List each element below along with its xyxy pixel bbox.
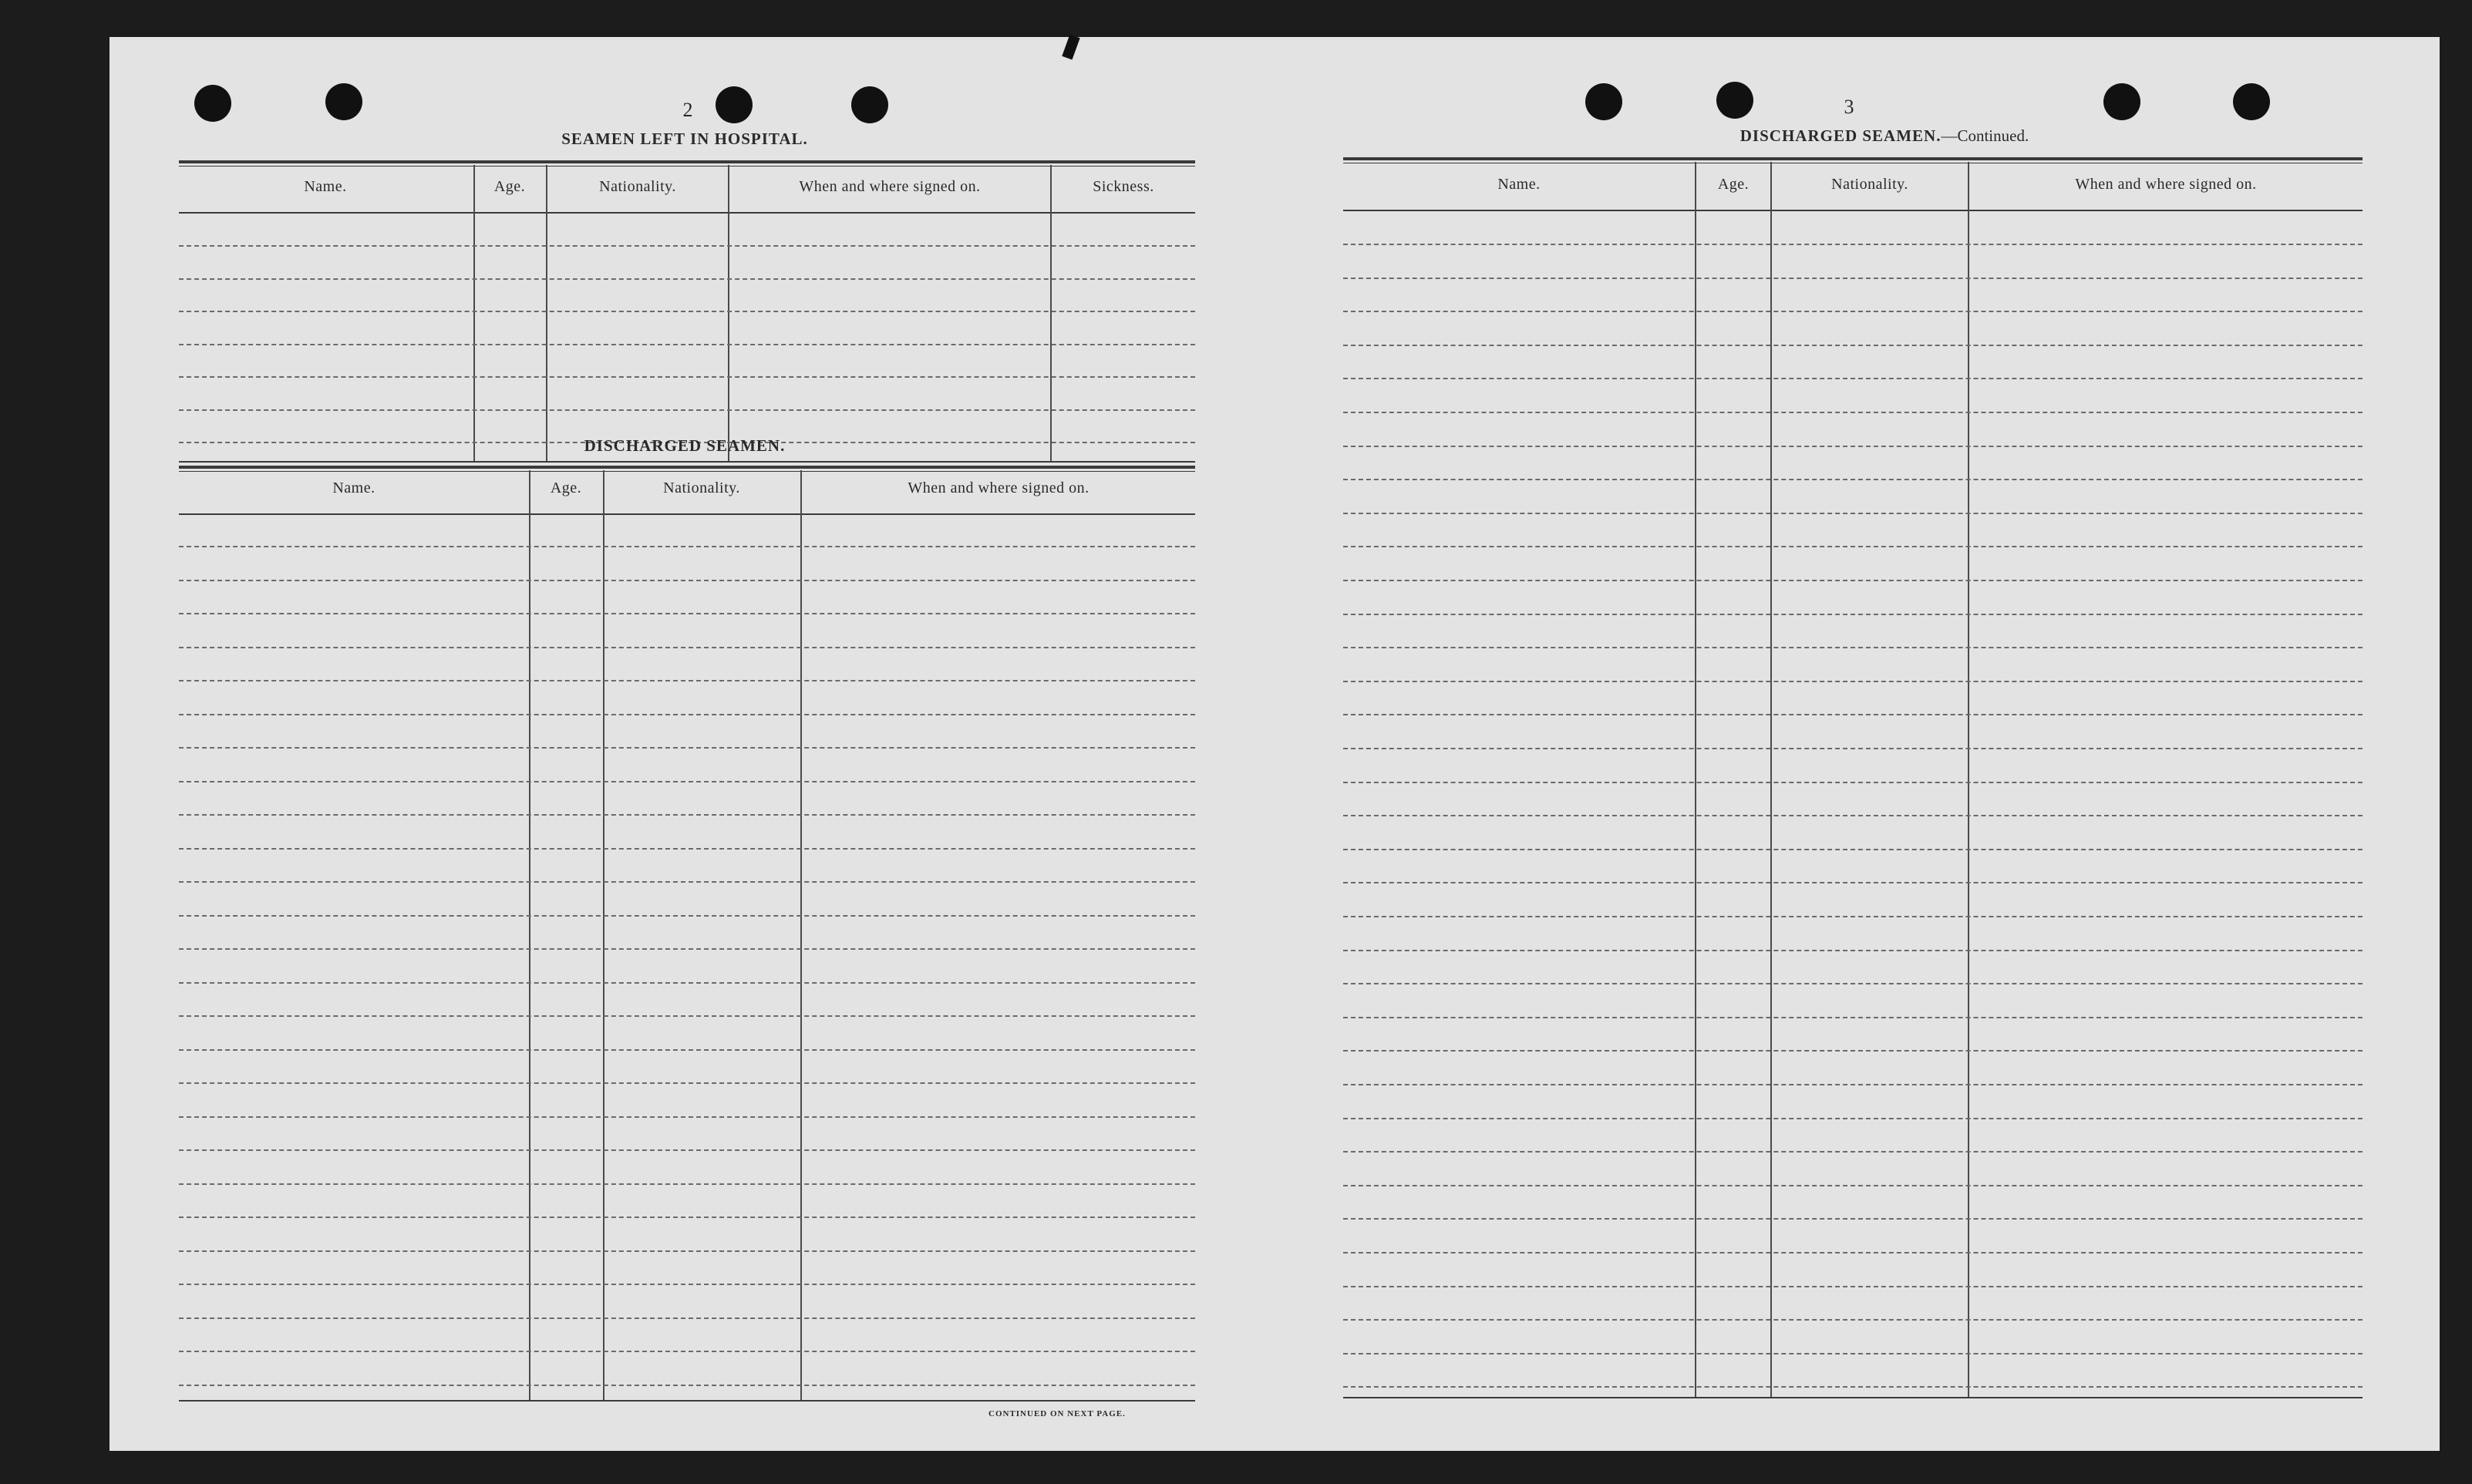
blank-entry-line	[179, 409, 1195, 411]
continued-title-main: DISCHARGED SEAMEN.	[1739, 126, 1942, 145]
blank-entry-line	[1343, 1050, 2363, 1052]
blank-entry-line	[179, 580, 1195, 581]
blank-entry-line	[1343, 681, 2363, 682]
blank-entry-line	[179, 1216, 1195, 1218]
blank-entry-line	[1343, 647, 2363, 648]
continued-header-rule	[1343, 210, 2363, 211]
blank-entry-line	[1343, 580, 2363, 581]
hospital-header-signed-on: When and where signed on.	[799, 178, 981, 195]
discharged-header-nationality: Nationality.	[663, 480, 740, 496]
blank-entry-line	[1343, 1319, 2363, 1321]
blank-entry-line	[179, 1385, 1195, 1386]
blank-entry-line	[179, 1149, 1195, 1151]
blank-entry-line	[179, 948, 1195, 950]
continued-note: CONTINUED ON NEXT PAGE.	[988, 1409, 1126, 1418]
blank-entry-line	[179, 915, 1195, 917]
blank-entry-line	[1343, 345, 2363, 346]
discharged-col-rule	[800, 470, 802, 1400]
discharged-header-age: Age.	[550, 480, 582, 496]
blank-entry-line	[179, 1284, 1195, 1285]
blank-entry-line	[179, 680, 1195, 681]
blank-entry-line	[1343, 546, 2363, 547]
blank-entry-line	[179, 278, 1195, 280]
blank-entry-line	[1343, 782, 2363, 783]
blank-entry-line	[179, 781, 1195, 782]
continued-col-rule	[1695, 162, 1696, 1397]
blank-entry-line	[1343, 1084, 2363, 1085]
blank-entry-line	[1343, 311, 2363, 312]
continued-header-age: Age.	[1717, 176, 1750, 193]
blank-entry-line	[1343, 278, 2363, 279]
continued-header-name: Name.	[1497, 176, 1541, 193]
blank-entry-line	[1343, 983, 2363, 984]
punch-hole	[716, 86, 753, 123]
blank-entry-line	[1343, 1118, 2363, 1119]
blank-entry-line	[1343, 748, 2363, 749]
hospital-header-rule	[179, 212, 1195, 214]
hospital-header-nationality: Nationality.	[599, 178, 676, 195]
continued-bottom-rule	[1343, 1397, 2363, 1398]
continued-top-rule	[1343, 157, 2363, 160]
discharged-title: DISCHARGED SEAMEN.	[584, 436, 786, 455]
blank-entry-line	[179, 1082, 1195, 1084]
blank-entry-line	[179, 1317, 1195, 1319]
blank-entry-line	[179, 982, 1195, 984]
discharged-col-rule	[603, 470, 605, 1400]
ink-blot	[1062, 35, 1079, 60]
blank-entry-line	[1343, 1252, 2363, 1253]
blank-entry-line	[1343, 446, 2363, 447]
blank-entry-line	[1343, 1185, 2363, 1186]
hospital-top-rule	[179, 160, 1195, 163]
discharged-top-rule	[179, 466, 1195, 469]
blank-entry-line	[179, 376, 1195, 378]
blank-entry-line	[179, 311, 1195, 312]
discharged-header-name: Name.	[332, 480, 376, 496]
blank-entry-line	[1343, 916, 2363, 917]
blank-entry-line	[179, 1015, 1195, 1017]
hospital-header-name: Name.	[304, 178, 347, 195]
continued-title-sub: —Continued.	[1941, 126, 2029, 145]
punch-hole	[194, 85, 231, 122]
punch-hole	[1716, 82, 1753, 119]
continued-col-rule	[1770, 162, 1772, 1397]
blank-entry-line	[1343, 412, 2363, 413]
blank-entry-line	[179, 546, 1195, 547]
discharged-header-rule	[179, 513, 1195, 515]
blank-entry-line	[1343, 882, 2363, 883]
hospital-top-rule-thin	[179, 166, 1195, 167]
blank-entry-line	[179, 1049, 1195, 1051]
hospital-header-age: Age.	[493, 178, 526, 195]
punch-hole	[851, 86, 888, 123]
blank-entry-line	[179, 1351, 1195, 1352]
continued-col-rule	[1968, 162, 1969, 1397]
hospital-col-rule	[728, 165, 729, 461]
blank-entry-line	[1343, 614, 2363, 615]
blank-entry-line	[1343, 1017, 2363, 1018]
hospital-title: SEAMEN LEFT IN HOSPITAL.	[561, 130, 808, 148]
continued-title	[1343, 126, 2426, 146]
hospital-header-sickness: Sickness.	[1093, 178, 1154, 195]
blank-entry-line	[179, 647, 1195, 648]
hospital-col-rule	[473, 165, 475, 461]
blank-entry-line	[1343, 950, 2363, 951]
discharged-header-signed-on: When and where signed on.	[908, 480, 1089, 496]
punch-hole	[1585, 83, 1622, 120]
document-sheet	[109, 37, 2440, 1451]
blank-entry-line	[179, 344, 1195, 345]
punch-hole	[2233, 83, 2270, 120]
blank-entry-line	[1343, 1286, 2363, 1287]
blank-entry-line	[1343, 815, 2363, 816]
blank-entry-line	[179, 1183, 1195, 1185]
discharged-col-rule	[529, 470, 530, 1400]
hospital-bottom-rule	[179, 461, 1195, 463]
discharged-top-rule-thin	[179, 471, 1195, 472]
blank-entry-line	[1343, 1353, 2363, 1354]
blank-entry-line	[179, 814, 1195, 816]
blank-entry-line	[1343, 849, 2363, 850]
blank-entry-line	[1343, 479, 2363, 480]
blank-entry-line	[1343, 1218, 2363, 1220]
blank-entry-line	[1343, 1386, 2363, 1388]
blank-entry-line	[1343, 714, 2363, 715]
blank-entry-line	[179, 245, 1195, 247]
blank-entry-line	[179, 1116, 1195, 1118]
blank-entry-line	[179, 714, 1195, 715]
continued-header-nationality: Nationality.	[1831, 176, 1908, 193]
blank-entry-line	[179, 881, 1195, 883]
page-number-left: 2	[682, 99, 693, 121]
hospital-col-rule	[546, 165, 547, 461]
blank-entry-line	[179, 613, 1195, 614]
blank-entry-line	[179, 848, 1195, 850]
discharged-bottom-rule	[179, 1400, 1195, 1402]
blank-entry-line	[1343, 1151, 2363, 1153]
page-number-right: 3	[1844, 96, 1854, 118]
blank-entry-line	[1343, 244, 2363, 245]
continued-header-signed-on: When and where signed on.	[2075, 176, 2257, 193]
blank-entry-line	[1343, 513, 2363, 514]
punch-hole	[2103, 83, 2140, 120]
blank-entry-line	[179, 1250, 1195, 1252]
blank-entry-line	[1343, 378, 2363, 379]
hospital-col-rule	[1050, 165, 1052, 461]
punch-hole	[325, 83, 362, 120]
blank-entry-line	[179, 747, 1195, 749]
